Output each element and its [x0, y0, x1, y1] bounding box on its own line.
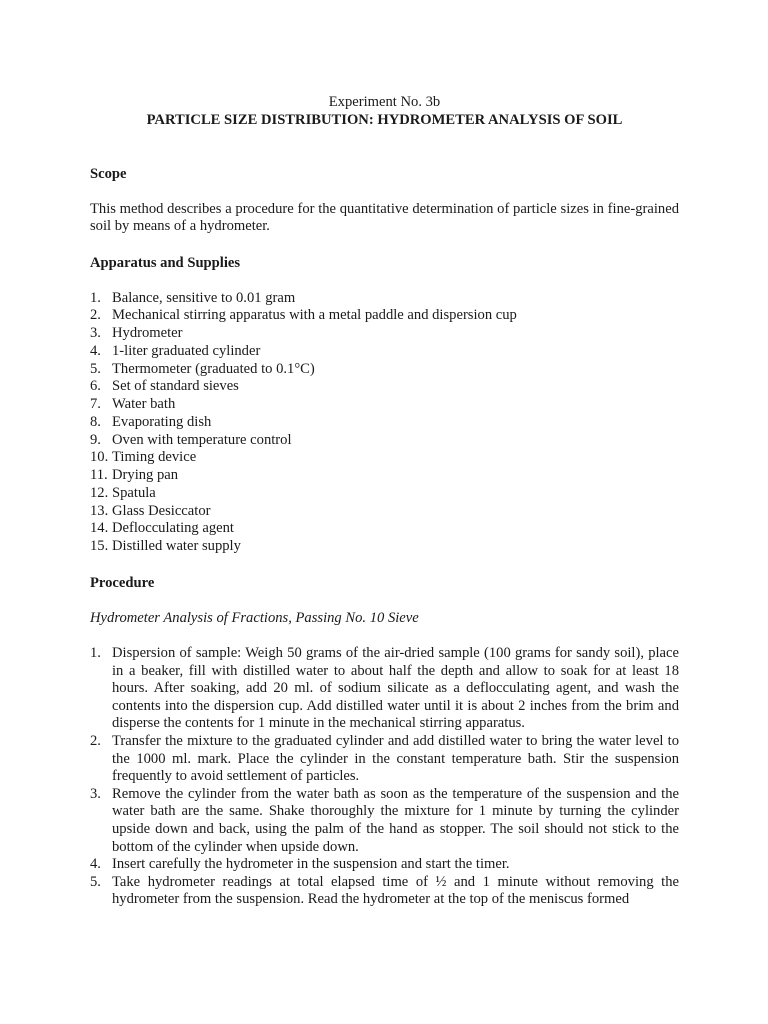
list-item: 3. Remove the cylinder from the water bath as soon as the temperature of the suspension and the water bath are the same. Shake thoroughly the mixture for 1 minute by turning the cylinder upside down and back, using the palm of the hand as stopper. The soil should not stick to the bottom of the cylinder when upside down. — [90, 785, 679, 855]
list-item: 1. Balance, sensitive to 0.01 gram — [90, 289, 296, 306]
document-title: PARTICLE SIZE DISTRIBUTION: HYDROMETER ANALYSIS OF SOIL — [146, 112, 623, 128]
list-item: 3. Hydrometer — [90, 325, 183, 342]
procedure-steps — [90, 645, 679, 909]
list-item: 4. Insert carefully the hydrometer in the suspension and start the timer. — [90, 856, 510, 873]
experiment-number: Experiment No. 3b — [328, 94, 441, 110]
list-item: 4. 1-liter graduated cylinder — [90, 342, 261, 359]
list-item: 1. Dispersion of sample: Weigh 50 grams of the air-dried sample (100 grams for sandy soil), place in a beaker, fill with distilled water to about half the depth and allow to soak for at least 18 hours. After soaking, add 20 ml. of sodium silicate as a deflocculating agent, and wash the contents into the dispersion cup. Add distilled water until it is about 2 inches from the brim and disperse the contents for 1 minute in the mechanical stirring apparatus. — [90, 645, 679, 732]
document-page — [90, 93, 679, 909]
apparatus-list — [90, 290, 679, 556]
list-item: 9. Oven with temperature control — [90, 431, 292, 448]
list-item: 8. Evaporating dish — [90, 413, 212, 430]
procedure-subheading: Hydrometer Analysis of Fractions, Passing No. 10 Sieve — [90, 610, 419, 627]
list-item: 10. Timing device — [90, 449, 197, 466]
list-item: 12. Spatula — [90, 484, 156, 501]
list-item: 5. Thermometer (graduated to 0.1°C) — [90, 360, 315, 377]
scope-text: This method describes a procedure for the quantitative determination of particle sizes in fine-grained soil by means of a hydrometer. — [90, 200, 679, 235]
list-item: 11. Drying pan — [90, 467, 179, 484]
procedure-heading: Procedure — [90, 574, 155, 591]
list-item: 7. Water bath — [90, 396, 176, 413]
scope-heading: Scope — [90, 166, 127, 182]
list-item: 13. Glass Desiccator — [90, 502, 211, 519]
apparatus-heading: Apparatus and Supplies — [90, 254, 241, 271]
list-item: 5. Take hydrometer readings at total elapsed time of ½ and 1 minute without removing the hydrometer from the suspension. Read the hydrometer at the top of the meniscus formed — [90, 873, 679, 908]
list-item: 15. Distilled water supply — [90, 538, 241, 555]
list-item: 6. Set of standard sieves — [90, 378, 239, 395]
list-item: 14. Deflocculating agent — [90, 520, 234, 537]
list-item: 2. Mechanical stirring apparatus with a metal paddle and dispersion cup — [90, 307, 517, 324]
list-item: 2. Transfer the mixture to the graduated cylinder and add distilled water to bring the water level to the 1000 ml. mark. Place the cylinder in the constant temperature bath. Stir the suspension frequently to avoid settlement of particles. — [90, 732, 679, 785]
